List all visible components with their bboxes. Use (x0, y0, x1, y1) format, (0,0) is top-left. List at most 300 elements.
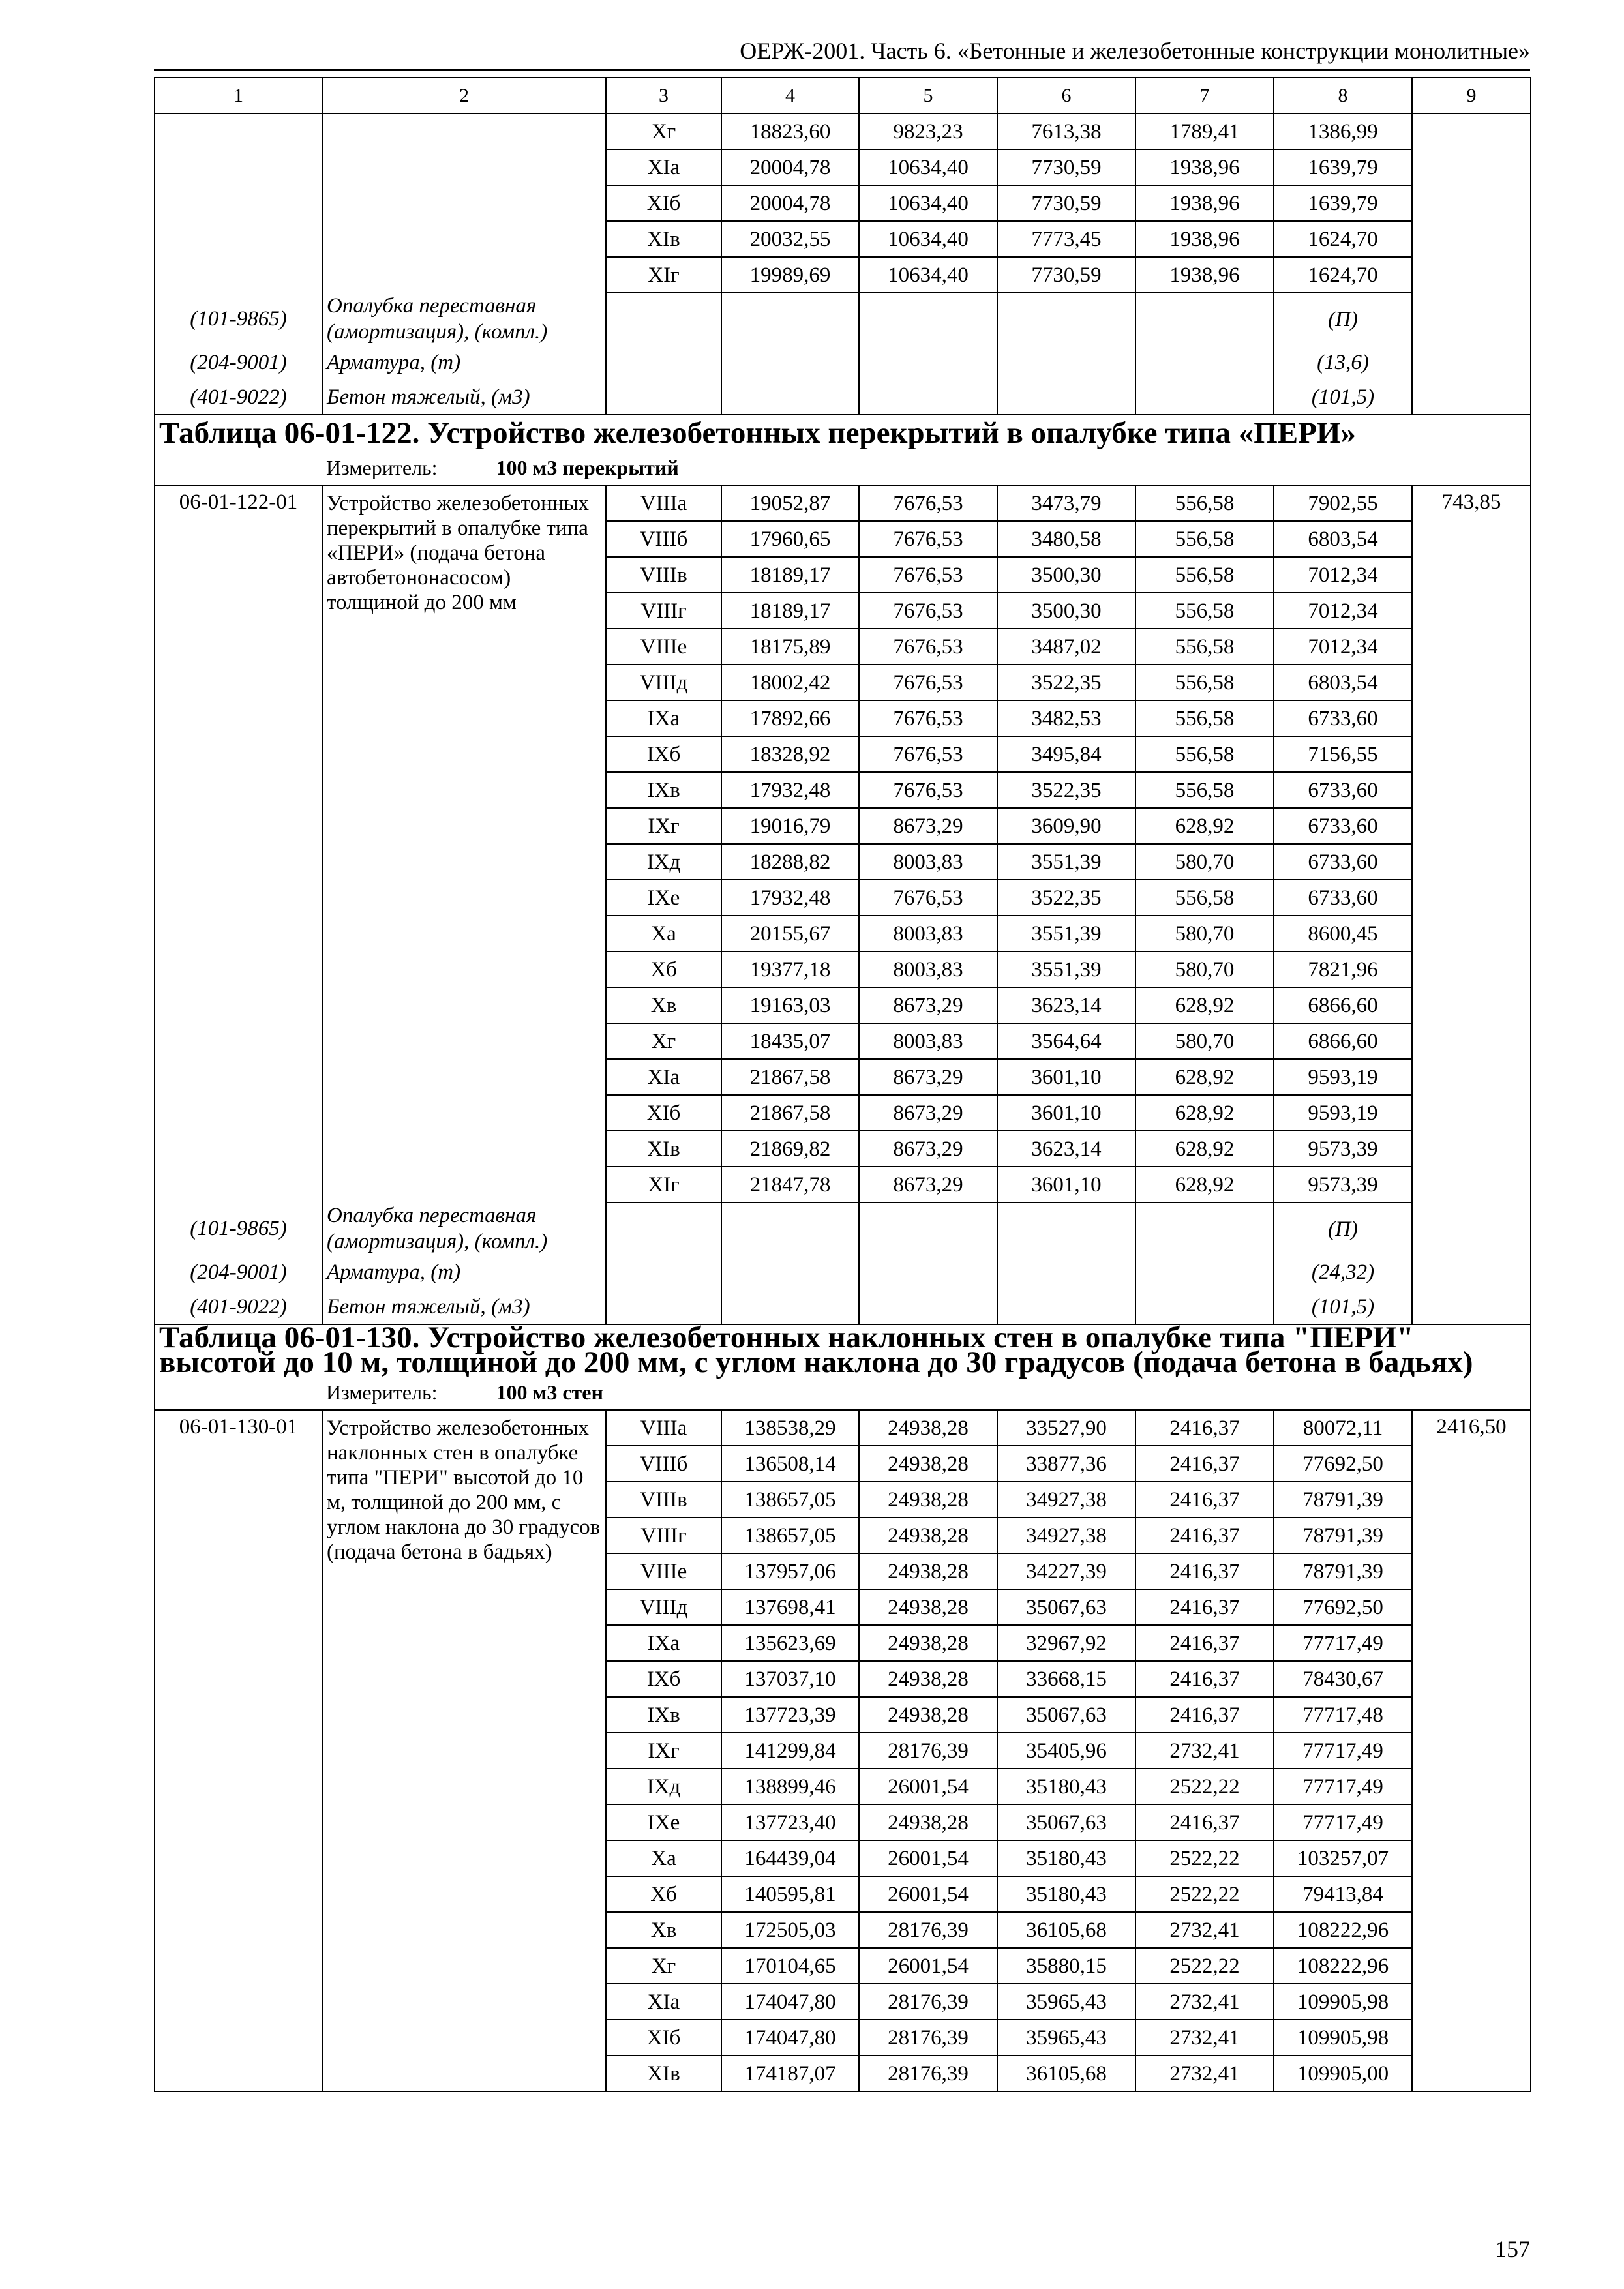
class-cell: XIв (606, 2056, 721, 2091)
materials-cell: 1639,79 (1274, 185, 1412, 221)
machines-cell: 35067,63 (997, 1589, 1135, 1625)
machines-cell: 7773,45 (997, 221, 1135, 257)
wages-cell: 8673,29 (859, 1131, 997, 1167)
class-cell: XIв (606, 1131, 721, 1167)
machines-cell: 34227,39 (997, 1553, 1135, 1589)
resource-name: Арматура, (т) (322, 1255, 606, 1289)
machines-cell: 3623,14 (997, 1131, 1135, 1167)
resource-name: Бетон тяжелый, (м3) (322, 1289, 606, 1324)
empty-cell (606, 345, 721, 380)
wages-cell: 10634,40 (859, 149, 997, 185)
column-number: 5 (859, 78, 997, 113)
empty-cell (859, 293, 997, 345)
machines-cell: 34927,38 (997, 1518, 1135, 1553)
machinist-wages-cell: 628,92 (1135, 1167, 1274, 1203)
wages-cell: 7676,53 (859, 485, 997, 521)
machines-cell: 3480,58 (997, 521, 1135, 557)
materials-cell: 108222,96 (1274, 1948, 1412, 1984)
class-cell: VIIIв (606, 557, 721, 593)
total-cost-cell: 138899,46 (721, 1769, 859, 1804)
total-cost-cell: 20032,55 (721, 221, 859, 257)
unit-label: Измеритель: (326, 455, 438, 479)
total-cost-cell: 137037,10 (721, 1661, 859, 1697)
machines-cell: 35067,63 (997, 1697, 1135, 1733)
class-cell: XIа (606, 1059, 721, 1095)
materials-cell: 77717,49 (1274, 1804, 1412, 1840)
machines-cell: 3601,10 (997, 1095, 1135, 1131)
wages-cell: 8673,29 (859, 1095, 997, 1131)
wages-cell: 24938,28 (859, 1482, 997, 1518)
total-cost-cell: 19016,79 (721, 808, 859, 844)
wages-cell: 26001,54 (859, 1840, 997, 1876)
column-number: 8 (1274, 78, 1412, 113)
empty-cell (859, 380, 997, 415)
class-cell: VIIIа (606, 485, 721, 521)
materials-cell: 6733,60 (1274, 808, 1412, 844)
wages-cell: 7676,53 (859, 736, 997, 772)
column-number: 6 (997, 78, 1135, 113)
total-cost-cell: 19989,69 (721, 257, 859, 293)
machinist-wages-cell: 2732,41 (1135, 1984, 1274, 2020)
resource-code: (101-9865) (155, 1203, 322, 1255)
resource-value: (101,5) (1274, 1289, 1412, 1324)
wages-cell: 8003,83 (859, 1023, 997, 1059)
total-cost-cell: 138538,29 (721, 1410, 859, 1446)
resource-row (155, 1203, 1531, 1255)
machinist-wages-cell: 556,58 (1135, 593, 1274, 629)
machines-cell: 3564,64 (997, 1023, 1135, 1059)
wages-cell: 28176,39 (859, 1984, 997, 2020)
empty-cell (721, 1289, 859, 1324)
total-cost-cell: 18189,17 (721, 557, 859, 593)
wages-cell: 24938,28 (859, 1697, 997, 1733)
empty-cell (997, 1289, 1135, 1324)
materials-cell: 6733,60 (1274, 700, 1412, 736)
empty-cell (1135, 1289, 1274, 1324)
machines-cell: 3473,79 (997, 485, 1135, 521)
resource-name: Опалубка переставная (амортизация), (компл.) (322, 293, 606, 345)
column-number: 3 (606, 78, 721, 113)
total-cost-cell: 21847,78 (721, 1167, 859, 1203)
empty-cell (1135, 380, 1274, 415)
empty-cell (606, 1255, 721, 1289)
resource-value: (П) (1274, 1203, 1412, 1255)
total-cost-cell: 21867,58 (721, 1095, 859, 1131)
machines-cell: 3482,53 (997, 700, 1135, 736)
machines-cell: 3601,10 (997, 1059, 1135, 1095)
unit-cell (322, 450, 1531, 485)
total-cost-cell: 21867,58 (721, 1059, 859, 1095)
wages-cell: 7676,53 (859, 557, 997, 593)
column-number: 1 (155, 78, 322, 113)
machines-cell: 35067,63 (997, 1804, 1135, 1840)
machinist-wages-cell: 2416,37 (1135, 1625, 1274, 1661)
total-cost-cell: 164439,04 (721, 1840, 859, 1876)
unit-row (155, 450, 1531, 485)
class-cell: Xг (606, 1023, 721, 1059)
wages-cell: 28176,39 (859, 2056, 997, 2091)
class-cell: XIб (606, 1095, 721, 1131)
machinist-wages-cell: 556,58 (1135, 557, 1274, 593)
class-cell: XIг (606, 1167, 721, 1203)
section-title: Таблица 06-01-130. Устройство железобетонных наклонных стен в опалубке типа "ПЕРИ" высотой до 10 м, толщиной до 200 мм, с углом наклона до 30 градусов (подача бетона в бадьях) (155, 1324, 1531, 1375)
machinist-wages-cell: 2522,22 (1135, 1876, 1274, 1912)
machines-cell: 35965,43 (997, 1984, 1135, 2020)
class-cell: VIIIв (606, 1482, 721, 1518)
class-cell: XIб (606, 185, 721, 221)
total-cost-cell: 20004,78 (721, 185, 859, 221)
wages-cell: 24938,28 (859, 1661, 997, 1697)
machinist-wages-cell: 556,58 (1135, 665, 1274, 700)
total-cost-cell: 18328,92 (721, 736, 859, 772)
wages-cell: 10634,40 (859, 221, 997, 257)
materials-cell: 6733,60 (1274, 844, 1412, 880)
price-table (154, 77, 1531, 2092)
wages-cell: 8003,83 (859, 916, 997, 951)
machinist-wages-cell: 628,92 (1135, 1131, 1274, 1167)
class-cell: VIIIб (606, 521, 721, 557)
empty-cell (721, 380, 859, 415)
class-cell: IXг (606, 1733, 721, 1769)
wages-cell: 9823,23 (859, 113, 997, 149)
machines-cell: 3551,39 (997, 916, 1135, 951)
materials-cell: 7012,34 (1274, 557, 1412, 593)
empty-cell (859, 1203, 997, 1255)
empty-cell (997, 345, 1135, 380)
code-cell (155, 113, 322, 293)
class-cell: Xа (606, 1840, 721, 1876)
class-cell: IXб (606, 1661, 721, 1697)
total-cost-cell: 18435,07 (721, 1023, 859, 1059)
machines-cell: 36105,68 (997, 2056, 1135, 2091)
materials-cell: 78791,39 (1274, 1553, 1412, 1589)
machines-cell: 33668,15 (997, 1661, 1135, 1697)
empty-cell (1135, 345, 1274, 380)
machinist-wages-cell: 556,58 (1135, 772, 1274, 808)
total-cost-cell: 18288,82 (721, 844, 859, 880)
materials-cell: 77717,49 (1274, 1733, 1412, 1769)
machines-cell: 3500,30 (997, 593, 1135, 629)
materials-cell: 9593,19 (1274, 1059, 1412, 1095)
resource-name: Опалубка переставная (амортизация), (компл.) (322, 1203, 606, 1255)
empty-cell (606, 293, 721, 345)
machinist-wages-cell: 580,70 (1135, 844, 1274, 880)
description-cell: Устройство железобетонных наклонных стен в опалубке типа "ПЕРИ" высотой до 10 м, толщиной до 200 мм, с углом наклона до 30 градусов (подача бетона в бадьях) (322, 1410, 606, 2091)
empty-cell (721, 1255, 859, 1289)
materials-cell: 9593,19 (1274, 1095, 1412, 1131)
total-cost-cell: 174047,80 (721, 1984, 859, 2020)
total-cost-cell: 135623,69 (721, 1625, 859, 1661)
total-cost-cell: 20004,78 (721, 149, 859, 185)
machines-cell: 35180,43 (997, 1876, 1135, 1912)
materials-cell: 109905,00 (1274, 2056, 1412, 2091)
materials-cell: 77717,49 (1274, 1769, 1412, 1804)
machinist-wages-cell: 1938,96 (1135, 149, 1274, 185)
wages-cell: 8673,29 (859, 808, 997, 844)
machinist-wages-cell: 2732,41 (1135, 2020, 1274, 2056)
table-row (155, 485, 1531, 521)
resource-value: (13,6) (1274, 345, 1412, 380)
resource-code: (401-9022) (155, 380, 322, 415)
materials-cell: 6733,60 (1274, 772, 1412, 808)
column-number: 2 (322, 78, 606, 113)
class-cell: VIIIа (606, 1410, 721, 1446)
machinist-wages-cell: 580,70 (1135, 916, 1274, 951)
machinist-wages-cell: 1938,96 (1135, 257, 1274, 293)
machinist-wages-cell: 1789,41 (1135, 113, 1274, 149)
wages-cell: 8003,83 (859, 844, 997, 880)
total-cost-cell: 141299,84 (721, 1733, 859, 1769)
code-cell: 06-01-122-01 (155, 485, 322, 1203)
machines-cell: 3500,30 (997, 557, 1135, 593)
resource-value: (101,5) (1274, 380, 1412, 415)
unit-value: 100 м3 стен (496, 1380, 603, 1404)
materials-cell: 7902,55 (1274, 485, 1412, 521)
materials-cell: 1624,70 (1274, 257, 1412, 293)
class-cell: VIIIб (606, 1446, 721, 1482)
wages-cell: 7676,53 (859, 521, 997, 557)
class-cell: XIв (606, 221, 721, 257)
empty-cell (859, 345, 997, 380)
total-cost-cell: 21869,82 (721, 1131, 859, 1167)
machines-cell: 7730,59 (997, 185, 1135, 221)
class-cell: IXг (606, 808, 721, 844)
wages-cell: 24938,28 (859, 1518, 997, 1553)
column-number: 4 (721, 78, 859, 113)
wages-cell: 10634,40 (859, 257, 997, 293)
materials-cell: 7012,34 (1274, 629, 1412, 665)
class-cell: XIб (606, 2020, 721, 2056)
class-cell: IXв (606, 772, 721, 808)
total-cost-cell: 17932,48 (721, 880, 859, 916)
total-cost-cell: 17892,66 (721, 700, 859, 736)
wages-cell: 26001,54 (859, 1948, 997, 1984)
machinist-wages-cell: 2416,37 (1135, 1410, 1274, 1446)
wages-cell: 24938,28 (859, 1589, 997, 1625)
machinist-wages-cell: 628,92 (1135, 1059, 1274, 1095)
machinist-wages-cell: 580,70 (1135, 1023, 1274, 1059)
empty-cell (997, 1255, 1135, 1289)
class-cell: Xг (606, 1948, 721, 1984)
class-cell: XIа (606, 149, 721, 185)
materials-cell: 7821,96 (1274, 951, 1412, 987)
total-cost-cell: 18002,42 (721, 665, 859, 700)
resource-name: Арматура, (т) (322, 345, 606, 380)
section-title-row (155, 415, 1531, 450)
machines-cell: 7613,38 (997, 113, 1135, 149)
materials-cell: 8600,45 (1274, 916, 1412, 951)
wages-cell: 7676,53 (859, 700, 997, 736)
materials-cell: 7156,55 (1274, 736, 1412, 772)
total-cost-cell: 137723,40 (721, 1804, 859, 1840)
unit-row-blank (155, 1375, 322, 1410)
total-cost-cell: 138657,05 (721, 1482, 859, 1518)
materials-cell: 80072,11 (1274, 1410, 1412, 1446)
class-cell: VIIIе (606, 629, 721, 665)
total-cost-cell: 19377,18 (721, 951, 859, 987)
class-cell: IXд (606, 844, 721, 880)
materials-cell: 6803,54 (1274, 521, 1412, 557)
resource-code: (204-9001) (155, 1255, 322, 1289)
column-number: 9 (1412, 78, 1531, 113)
class-cell: XIг (606, 257, 721, 293)
machinist-wages-cell: 628,92 (1135, 1095, 1274, 1131)
resource-row (155, 380, 1531, 415)
machinist-wages-cell: 2416,37 (1135, 1804, 1274, 1840)
header-rule (154, 69, 1530, 71)
resource-code: (101-9865) (155, 293, 322, 345)
class-cell: IXв (606, 1697, 721, 1733)
machines-cell: 35180,43 (997, 1840, 1135, 1876)
machines-cell: 33877,36 (997, 1446, 1135, 1482)
wages-cell: 24938,28 (859, 1553, 997, 1589)
class-cell: IXе (606, 880, 721, 916)
resource-code: (204-9001) (155, 345, 322, 380)
materials-cell: 108222,96 (1274, 1912, 1412, 1948)
wages-cell: 7676,53 (859, 593, 997, 629)
empty-cell (1135, 1255, 1274, 1289)
empty-cell (1412, 1255, 1531, 1289)
class-cell: VIIIе (606, 1553, 721, 1589)
materials-cell: 6803,54 (1274, 665, 1412, 700)
class-cell: IXе (606, 1804, 721, 1840)
materials-cell: 1639,79 (1274, 149, 1412, 185)
total-cost-cell: 18175,89 (721, 629, 859, 665)
machines-cell: 32967,92 (997, 1625, 1135, 1661)
total-cost-cell: 20155,67 (721, 916, 859, 951)
materials-cell: 103257,07 (1274, 1840, 1412, 1876)
page-number: 157 (1495, 2236, 1530, 2262)
empty-cell (859, 1255, 997, 1289)
materials-cell: 9573,39 (1274, 1167, 1412, 1203)
materials-cell: 109905,98 (1274, 1984, 1412, 2020)
resource-value: (П) (1274, 293, 1412, 345)
total-cost-cell: 137957,06 (721, 1553, 859, 1589)
materials-cell: 1386,99 (1274, 113, 1412, 149)
machinist-wages-cell: 556,58 (1135, 700, 1274, 736)
empty-cell (997, 380, 1135, 415)
machines-cell: 3601,10 (997, 1167, 1135, 1203)
materials-cell: 77717,48 (1274, 1697, 1412, 1733)
wages-cell: 28176,39 (859, 2020, 997, 2056)
machinist-wages-cell: 2732,41 (1135, 1912, 1274, 1948)
empty-cell (1412, 345, 1531, 380)
empty-cell (606, 1289, 721, 1324)
empty-cell (1412, 380, 1531, 415)
description-cell: Устройство железобетонных перекрытий в опалубке типа «ПЕРИ» (подача бетона автобетононасосом) толщиной до 200 мм (322, 485, 606, 1203)
machines-cell: 7730,59 (997, 149, 1135, 185)
section-title-row (155, 1324, 1531, 1375)
total-cost-cell: 19052,87 (721, 485, 859, 521)
empty-cell (721, 345, 859, 380)
class-cell: IXа (606, 700, 721, 736)
machines-cell: 3623,14 (997, 987, 1135, 1023)
class-cell: Xв (606, 987, 721, 1023)
materials-cell: 77692,50 (1274, 1589, 1412, 1625)
materials-cell: 77692,50 (1274, 1446, 1412, 1482)
machinist-wages-cell: 1938,96 (1135, 185, 1274, 221)
materials-cell: 109905,98 (1274, 2020, 1412, 2056)
wages-cell: 26001,54 (859, 1769, 997, 1804)
wages-cell: 24938,28 (859, 1625, 997, 1661)
wages-cell: 8673,29 (859, 1167, 997, 1203)
machines-cell: 3551,39 (997, 951, 1135, 987)
materials-cell: 6733,60 (1274, 880, 1412, 916)
total-cost-cell: 18823,60 (721, 113, 859, 149)
unit-cell (322, 1375, 1531, 1410)
empty-cell (1412, 1203, 1531, 1255)
empty-cell (1412, 293, 1531, 345)
class-cell: IXа (606, 1625, 721, 1661)
class-cell: VIIIд (606, 665, 721, 700)
class-cell: VIIIг (606, 1518, 721, 1553)
wages-cell: 8673,29 (859, 1059, 997, 1095)
machinist-wages-cell: 2416,37 (1135, 1661, 1274, 1697)
col9-cell: 2416,50 (1412, 1410, 1531, 2091)
wages-cell: 10634,40 (859, 185, 997, 221)
wages-cell: 28176,39 (859, 1912, 997, 1948)
machines-cell: 35180,43 (997, 1769, 1135, 1804)
machinist-wages-cell: 556,58 (1135, 880, 1274, 916)
empty-cell (606, 380, 721, 415)
unit-label: Измеритель: (326, 1380, 438, 1404)
unit-row-blank (155, 450, 322, 485)
col9-cell: 743,85 (1412, 485, 1531, 1203)
materials-cell: 9573,39 (1274, 1131, 1412, 1167)
materials-cell: 6866,60 (1274, 1023, 1412, 1059)
class-cell: Xа (606, 916, 721, 951)
machinist-wages-cell: 556,58 (1135, 629, 1274, 665)
machines-cell: 7730,59 (997, 257, 1135, 293)
total-cost-cell: 137723,39 (721, 1697, 859, 1733)
class-cell: Xб (606, 1876, 721, 1912)
class-cell: Xг (606, 113, 721, 149)
table-row (155, 1410, 1531, 1446)
col9-cell (1412, 113, 1531, 293)
materials-cell: 6866,60 (1274, 987, 1412, 1023)
total-cost-cell: 137698,41 (721, 1589, 859, 1625)
resource-name: Бетон тяжелый, (м3) (322, 380, 606, 415)
total-cost-cell: 17960,65 (721, 521, 859, 557)
class-cell: IXб (606, 736, 721, 772)
machines-cell: 35965,43 (997, 2020, 1135, 2056)
code-cell: 06-01-130-01 (155, 1410, 322, 2091)
machines-cell: 3609,90 (997, 808, 1135, 844)
machinist-wages-cell: 2416,37 (1135, 1446, 1274, 1482)
machines-cell: 36105,68 (997, 1912, 1135, 1948)
machinist-wages-cell: 2416,37 (1135, 1482, 1274, 1518)
resource-row (155, 1289, 1531, 1324)
class-cell: Xв (606, 1912, 721, 1948)
wages-cell: 28176,39 (859, 1733, 997, 1769)
machinist-wages-cell: 628,92 (1135, 808, 1274, 844)
class-cell: IXд (606, 1769, 721, 1804)
class-cell: XIа (606, 1984, 721, 2020)
wages-cell: 24938,28 (859, 1446, 997, 1482)
wages-cell: 7676,53 (859, 772, 997, 808)
empty-cell (721, 1203, 859, 1255)
unit-value: 100 м3 перекрытий (496, 455, 679, 479)
total-cost-cell: 172505,03 (721, 1912, 859, 1948)
materials-cell: 78791,39 (1274, 1518, 1412, 1553)
column-numbers-row (155, 78, 1531, 113)
page-header: ОЕРЖ-2001. Часть 6. «Бетонные и железобетонные конструкции монолитные» (740, 38, 1530, 64)
machines-cell: 3522,35 (997, 772, 1135, 808)
empty-cell (859, 1289, 997, 1324)
machines-cell: 3522,35 (997, 665, 1135, 700)
machinist-wages-cell: 2416,37 (1135, 1697, 1274, 1733)
machines-cell: 34927,38 (997, 1482, 1135, 1518)
